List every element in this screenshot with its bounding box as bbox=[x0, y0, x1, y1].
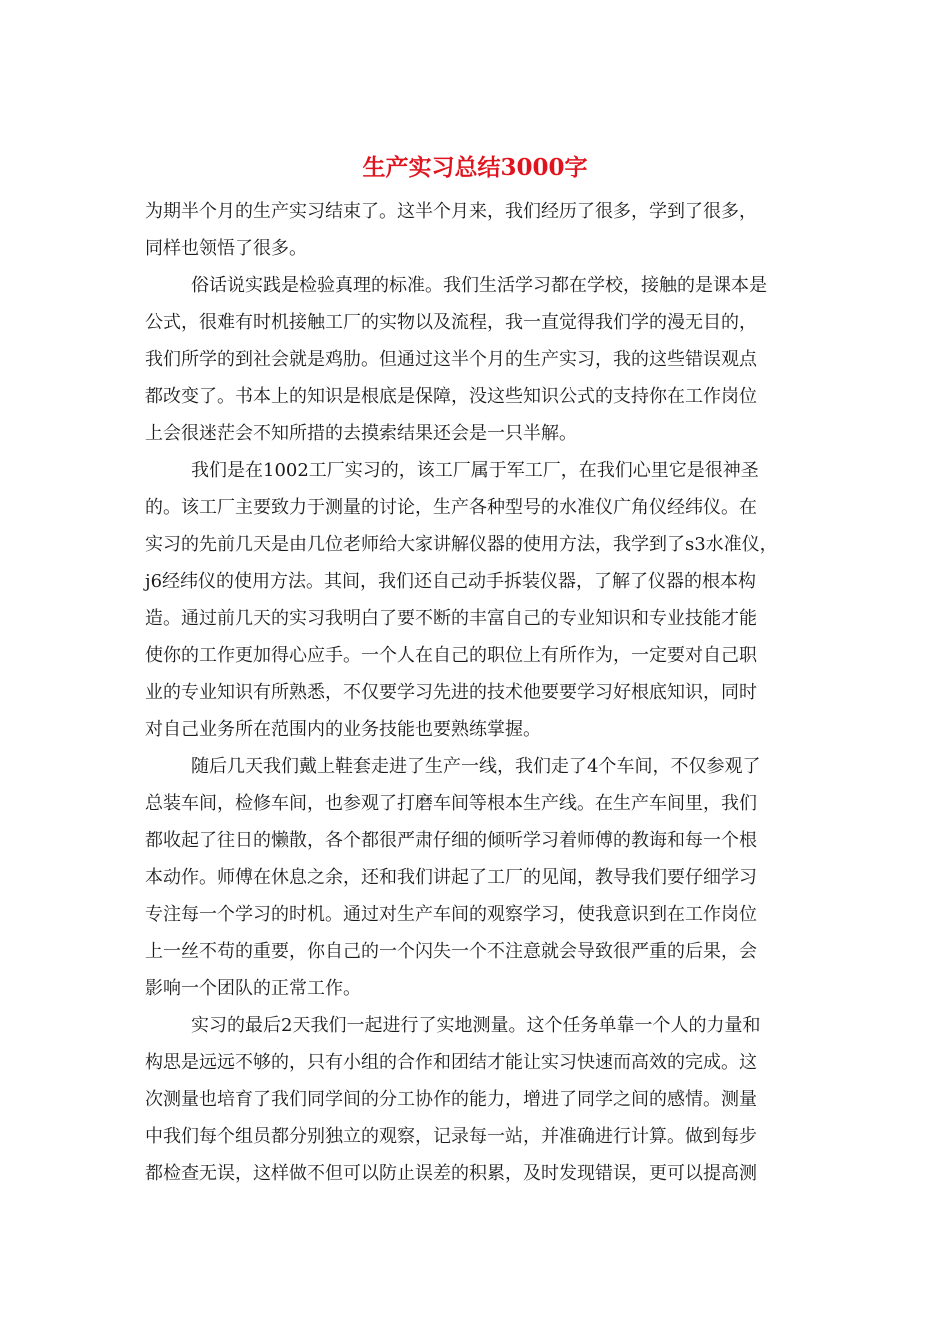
text-line: 上会很迷茫会不知所措的去摸索结果还会是一只半解。 bbox=[145, 423, 577, 444]
text-line: 专注每一个学习的时机。通过对生产车间的观察学习，使我意识到在工作岗位 bbox=[145, 904, 757, 925]
paragraph bbox=[145, 193, 808, 267]
text-line: 都检查无误，这样做不但可以防止误差的积累，及时发现错误，更可以提高测 bbox=[145, 1163, 757, 1184]
text-line: 构思是远远不够的，只有小组的合作和团结才能让实习快速而高效的完成。这 bbox=[145, 1052, 757, 1073]
paragraph bbox=[145, 748, 808, 1007]
paragraph bbox=[145, 452, 808, 748]
text-line: 都改变了。书本上的知识是根底是保障，没这些知识公式的支持你在工作岗位 bbox=[145, 386, 757, 407]
text-line: 业的专业知识有所熟悉，不仅要学习先进的技术他要要学习好根底知识，同时 bbox=[145, 682, 757, 703]
text-line: 实习的先前几天是由几位老师给大家讲解仪器的使用方法，我学到了s3水准仪， bbox=[145, 534, 778, 555]
document-body bbox=[145, 193, 808, 1192]
text-line: 造。通过前几天的实习我明白了要不断的丰富自己的专业知识和专业技能才能 bbox=[145, 608, 757, 629]
text-line: 公式，很难有时机接触工厂的实物以及流程，我一直觉得我们学的漫无目的， bbox=[145, 312, 757, 333]
document-title: 生产实习总结3000字 bbox=[362, 154, 588, 181]
text-line: 为期半个月的生产实习结束了。这半个月来，我们经历了很多，学到了很多， bbox=[145, 201, 757, 222]
text-line: 都收起了往日的懒散，各个都很严肃仔细的倾听学习着师傅的教诲和每一个根 bbox=[145, 830, 757, 851]
text-line: 上一丝不苟的重要，你自己的一个闪失一个不注意就会导致很严重的后果，会 bbox=[145, 941, 757, 962]
text-line: 使你的工作更加得心应手。一个人在自己的职位上有所作为，一定要对自己职 bbox=[145, 645, 757, 666]
text-line: 中我们每个组员都分别独立的观察，记录每一站，并准确进行计算。做到每步 bbox=[145, 1126, 757, 1147]
text-line: 我们所学的到社会就是鸡肋。但通过这半个月的生产实习，我的这些错误观点 bbox=[145, 349, 757, 370]
text-line: 总装车间，检修车间，也参观了打磨车间等根本生产线。在生产车间里，我们 bbox=[145, 793, 757, 814]
paragraph bbox=[145, 267, 808, 452]
text-line: 实习的最后2天我们一起进行了实地测量。这个任务单靠一个人的力量和 bbox=[191, 1015, 761, 1036]
text-line: 对自己业务所在范围内的业务技能也要熟练掌握。 bbox=[145, 719, 541, 740]
text-line: j6经纬仪的使用方法。其间，我们还自己动手拆装仪器，了解了仪器的根本构 bbox=[145, 571, 757, 592]
text-line: 我们是在1002工厂实习的，该工厂属于军工厂，在我们心里它是很神圣 bbox=[191, 460, 759, 481]
text-line: 同样也领悟了很多。 bbox=[145, 238, 307, 259]
text-line: 本动作。师傅在休息之余，还和我们讲起了工厂的见闻，教导我们要仔细学习 bbox=[145, 867, 757, 888]
text-line: 俗话说实践是检验真理的标准。我们生活学习都在学校，接触的是课本是 bbox=[191, 275, 767, 296]
text-line: 的。该工厂主要致力于测量的讨论，生产各种型号的水准仪广角仪经纬仪。在 bbox=[145, 497, 757, 518]
text-line: 次测量也培育了我们同学间的分工协作的能力，增进了同学之间的感情。测量 bbox=[145, 1089, 757, 1110]
text-line: 随后几天我们戴上鞋套走进了生产一线，我们走了4个车间，不仅参观了 bbox=[191, 756, 761, 777]
paragraph bbox=[145, 1007, 808, 1192]
text-line: 影响一个团队的正常工作。 bbox=[145, 978, 361, 999]
